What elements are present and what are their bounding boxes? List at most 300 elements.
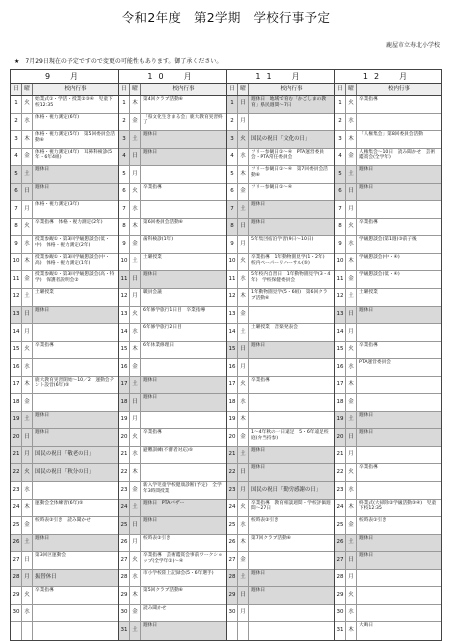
- schedule-row: [119, 394, 226, 412]
- day-number: 26: [227, 535, 238, 552]
- schedule-row: [119, 201, 226, 219]
- day-number: 17: [119, 377, 130, 394]
- weekday-label: 木: [346, 622, 357, 640]
- weekday-label: 木: [130, 96, 141, 113]
- day-number: 12: [335, 289, 346, 306]
- weekday-label: 土: [22, 166, 33, 183]
- weekday-label: 水: [346, 359, 357, 376]
- column-header-event: 校内行事: [172, 86, 195, 92]
- day-number: 19: [335, 412, 346, 429]
- weekday-label: 金: [130, 359, 141, 376]
- schedule-row: [11, 552, 118, 570]
- weekday-label: 月: [130, 166, 141, 183]
- schedule-row: [335, 377, 441, 395]
- event-text: 人権集会～10日 読み聞かせ 芸術鑑賞会(全学年): [359, 149, 436, 161]
- weekday-label: 土: [130, 500, 141, 517]
- weekday-label: 土: [22, 412, 33, 429]
- day-number: 24: [119, 500, 130, 517]
- weekday-label: 水: [22, 114, 33, 131]
- event-text: 卒業指導: [35, 588, 54, 594]
- schedule-row: [227, 342, 334, 360]
- day-number: 14: [227, 324, 238, 341]
- schedule-row: [11, 289, 118, 307]
- event-text: 市小学校陸上記録会(5・6年選手): [143, 570, 214, 576]
- weekday-label: 土: [238, 570, 249, 587]
- schedule-row: [335, 131, 441, 149]
- event-text: 週休日: [143, 623, 158, 629]
- weekday-label: 木: [130, 464, 141, 481]
- weekday-label: 金: [22, 517, 33, 534]
- event-text: 卒業指導: [359, 342, 378, 348]
- schedule-row: [335, 587, 441, 605]
- day-number: 24: [227, 500, 238, 517]
- event-text: [33, 324, 118, 341]
- schedule-row: [119, 184, 226, 202]
- weekday-label: 月: [238, 114, 249, 131]
- schedule-row: [11, 114, 118, 132]
- event-text: [141, 359, 226, 376]
- weekday-label: 水: [130, 570, 141, 587]
- weekday-label: 日: [238, 219, 249, 236]
- weekday-label: [22, 622, 33, 640]
- day-number: 24: [335, 500, 346, 517]
- event-text: 卒業指導 芸術鑑賞会事前ワークショップ(全学年①)～④: [143, 553, 223, 564]
- weekday-label: 火: [346, 342, 357, 359]
- day-number: 2: [11, 114, 22, 131]
- day-number: 1: [11, 96, 22, 113]
- schedule-row: [227, 394, 334, 412]
- day-number: 5: [119, 166, 130, 183]
- event-text: 体格・視力測定(5年) 第5回委員会活動⑥: [35, 132, 115, 143]
- schedule-row: [227, 570, 334, 588]
- event-text: 週休日: [35, 167, 50, 173]
- weekday-label: 月: [130, 289, 141, 306]
- schedule-row: [11, 517, 118, 535]
- event-text: [249, 359, 334, 376]
- schedule-row: [335, 254, 441, 272]
- column-header-row: [227, 84, 334, 96]
- event-text: 校時表②引き: [143, 535, 171, 541]
- day-number: 13: [227, 307, 238, 324]
- weekday-label: 日: [238, 464, 249, 481]
- day-number: [11, 622, 22, 640]
- event-text: 校時表②引き 読み聞かせ: [35, 518, 91, 524]
- day-number: 22: [119, 464, 130, 481]
- day-number: 6: [119, 184, 130, 201]
- day-number: 9: [11, 236, 22, 253]
- event-text: 歯科検診(1年): [143, 237, 174, 243]
- day-number: 29: [119, 587, 130, 604]
- schedule-row: [11, 570, 118, 588]
- column-header-day: 日: [335, 84, 346, 95]
- weekday-label: 火: [238, 500, 249, 517]
- event-text: 土曜授業 音楽発表会: [251, 325, 298, 331]
- schedule-row: [335, 482, 441, 500]
- schedule-row: [11, 605, 118, 623]
- day-number: 10: [11, 254, 22, 271]
- event-text: 週休日 地域で育む「かごしまの教育」県民週間～7日: [251, 97, 327, 108]
- day-number: 30: [11, 605, 22, 622]
- weekday-label: 水: [22, 605, 33, 622]
- weekday-label: 日: [346, 184, 357, 201]
- day-number: 2: [227, 114, 238, 131]
- day-number: 7: [11, 201, 22, 218]
- day-number: 25: [227, 517, 238, 534]
- day-number: 27: [119, 552, 130, 569]
- event-text: 卒業指導: [251, 377, 270, 383]
- weekday-label: 金: [346, 517, 357, 534]
- weekday-label: 火: [22, 342, 33, 359]
- weekday-label: 土: [130, 377, 141, 394]
- weekday-label: 金: [130, 605, 141, 622]
- weekday-label: 土: [22, 535, 33, 552]
- day-number: 18: [227, 394, 238, 411]
- event-text: 週休日: [143, 395, 158, 401]
- event-text: [141, 166, 226, 183]
- day-number: 26: [119, 535, 130, 552]
- schedule-row: [119, 552, 226, 570]
- event-text: フリー参観日①～④: [251, 184, 293, 190]
- schedule-row: [335, 500, 441, 518]
- weekday-label: [238, 622, 249, 640]
- event-text: [357, 201, 441, 218]
- weekday-label: 金: [22, 149, 33, 166]
- schedule-row: [227, 131, 334, 149]
- event-text: 週休日: [143, 132, 158, 138]
- day-number: 2: [119, 114, 130, 131]
- day-number: 25: [335, 517, 346, 534]
- schedule-row: [11, 236, 118, 254]
- day-number: 8: [227, 219, 238, 236]
- event-text: 大晦日: [359, 623, 374, 629]
- event-text: 国民の祝日「文化の日」: [251, 135, 311, 142]
- event-text: 週休日: [35, 535, 50, 541]
- event-text: 体格・視力測定(3年): [35, 202, 80, 208]
- weekday-label: 火: [130, 307, 141, 324]
- weekday-label: 月: [22, 570, 33, 587]
- weekday-label: 月: [238, 359, 249, 376]
- day-number: 26: [335, 535, 346, 552]
- schedule-row: [335, 307, 441, 325]
- weekday-label: 火: [130, 429, 141, 446]
- schedule-row: [227, 254, 334, 272]
- day-number: 15: [11, 342, 22, 359]
- weekday-label: 水: [130, 201, 141, 218]
- weekday-label: 金: [238, 184, 249, 201]
- notice-text: ★ 7月29日現在の予定ですので変更の可能性もあります。御了承ください。: [14, 58, 223, 65]
- weekday-label: 水: [130, 324, 141, 341]
- event-text: [33, 394, 118, 411]
- weekday-label: 木: [238, 166, 249, 183]
- schedule-row: [335, 535, 441, 553]
- day-number: 22: [11, 464, 22, 481]
- schedule-row: [335, 236, 441, 254]
- event-text: フリー参観日①～④ PTA運営委員会・PTA常任委員会: [251, 149, 324, 161]
- day-number: 9: [227, 236, 238, 253]
- weekday-label: 日: [22, 429, 33, 446]
- schedule-row: [119, 149, 226, 167]
- weekday-label: 木: [238, 535, 249, 552]
- event-text: [33, 622, 118, 640]
- event-text: [357, 377, 441, 394]
- event-text: [141, 201, 226, 218]
- day-number: 28: [11, 570, 22, 587]
- schedule-row: [119, 447, 226, 465]
- day-number: 19: [119, 412, 130, 429]
- day-number: 27: [335, 552, 346, 569]
- event-text: PTA運営委員会: [359, 360, 391, 366]
- schedule-row: [227, 429, 334, 447]
- weekday-label: 火: [346, 219, 357, 236]
- day-number: 7: [119, 201, 130, 218]
- event-text: 土曜授業: [359, 290, 378, 296]
- event-text: 週休日: [251, 465, 266, 471]
- day-number: 6: [11, 184, 22, 201]
- day-number: 5: [227, 166, 238, 183]
- column-header-weekday: 曜: [22, 84, 33, 95]
- weekday-label: 木: [130, 342, 141, 359]
- day-number: 11: [11, 271, 22, 288]
- day-number: 15: [119, 342, 130, 359]
- weekday-label: 木: [346, 254, 357, 271]
- event-text: [357, 587, 441, 604]
- event-text: 振替休日: [35, 574, 57, 581]
- schedule-row: [11, 131, 118, 149]
- weekday-label: 金: [238, 552, 249, 569]
- schedule-row: [11, 342, 118, 360]
- day-number: 16: [227, 359, 238, 376]
- schedule-row: [227, 307, 334, 325]
- event-text: 1～4年秋の一日遠足 5・6年遠足校庭(弁当持参): [251, 430, 329, 441]
- schedule-row: [335, 412, 441, 430]
- schedule-row: [227, 447, 334, 465]
- schedule-row: [119, 517, 226, 535]
- day-number: 7: [227, 201, 238, 218]
- weekday-label: 金: [238, 307, 249, 324]
- schedule-row: [227, 201, 334, 219]
- weekday-label: 火: [346, 464, 357, 481]
- day-number: 14: [11, 324, 22, 341]
- schedule-row: [119, 324, 226, 342]
- day-number: 29: [335, 587, 346, 604]
- day-number: 13: [11, 307, 22, 324]
- event-text: 授業参観①・第3回学級懇談会(高・特学) 保護者説明会②: [35, 272, 115, 284]
- weekday-label: 日: [346, 552, 357, 569]
- weekday-label: 火: [130, 184, 141, 201]
- day-number: 6: [335, 184, 346, 201]
- day-number: 11: [119, 271, 130, 288]
- schedule-row: [11, 307, 118, 325]
- schedule-row: [227, 500, 334, 518]
- column-header-day: 日: [119, 84, 130, 95]
- schedule-row: [119, 500, 226, 518]
- schedule-row: [227, 605, 334, 623]
- schedule-row: [119, 342, 226, 360]
- schedule-row: [335, 184, 441, 202]
- schedule-row: [227, 359, 334, 377]
- schedule-row: [227, 482, 334, 500]
- weekday-label: 月: [238, 236, 249, 253]
- weekday-label: 日: [238, 96, 249, 113]
- day-number: 27: [227, 552, 238, 569]
- weekday-label: 木: [346, 131, 357, 148]
- event-text: [357, 394, 441, 411]
- weekday-label: 月: [130, 412, 141, 429]
- weekday-label: 水: [346, 114, 357, 131]
- weekday-label: 日: [130, 517, 141, 534]
- day-number: 14: [119, 324, 130, 341]
- event-text: 週休日: [143, 149, 158, 155]
- schedule-row: [119, 131, 226, 149]
- schedule-row: [227, 219, 334, 237]
- event-text: 避難訓練(不審者対応)⑤: [143, 447, 194, 453]
- day-number: 3: [335, 131, 346, 148]
- weekday-label: 火: [22, 464, 33, 481]
- event-text: 第6回委員会活動⑥: [143, 219, 183, 225]
- schedule-row: [11, 535, 118, 553]
- weekday-label: 火: [238, 377, 249, 394]
- weekday-label: 金: [346, 149, 357, 166]
- schedule-row: [335, 96, 441, 114]
- weekday-label: 日: [238, 342, 249, 359]
- school-name: 鹿屋市立寿北小学校: [385, 42, 440, 49]
- day-number: 1: [227, 96, 238, 113]
- day-number: 3: [11, 131, 22, 148]
- event-text: 第4回クラブ活動⑥: [143, 97, 183, 102]
- schedule-row: [11, 166, 118, 184]
- day-number: 23: [11, 482, 22, 499]
- weekday-label: 日: [22, 184, 33, 201]
- event-text: 週休日: [143, 377, 158, 383]
- day-number: 17: [227, 377, 238, 394]
- weekday-label: 土: [22, 289, 33, 306]
- schedule-row: [119, 166, 226, 184]
- weekday-label: 日: [238, 587, 249, 604]
- event-text: 第5回クラブ活動⑥: [143, 588, 183, 594]
- day-number: 21: [11, 447, 22, 464]
- day-number: 17: [11, 377, 22, 394]
- day-number: 28: [227, 570, 238, 587]
- event-text: [357, 570, 441, 587]
- schedule-row: [119, 482, 226, 500]
- month-header: 12 月: [335, 70, 441, 84]
- weekday-label: 月: [22, 324, 33, 341]
- weekday-label: 土: [130, 131, 141, 148]
- event-text: 新入学児童学校健康診断(予定) 全学年3時間授業: [143, 483, 222, 494]
- day-number: 13: [119, 307, 130, 324]
- day-number: 16: [11, 359, 22, 376]
- schedule-row: [227, 464, 334, 482]
- weekday-label: 水: [346, 482, 357, 499]
- event-text: 6年休業修理日: [143, 342, 175, 348]
- event-text: 卒業指導: [359, 219, 378, 225]
- day-number: 22: [335, 464, 346, 481]
- event-text: 授業参観①・第3回学級懇談会(低・中) 体格・視力測定(2年): [35, 237, 110, 248]
- event-text: 卒業指導 1年動物園見学(1・2年) 校内ペーパーリハーサル(⑤): [251, 254, 330, 266]
- schedule-row: [119, 429, 226, 447]
- day-number: 31: [335, 622, 346, 640]
- event-text: 卒業指導: [143, 430, 162, 436]
- event-text: 職員会議: [143, 290, 162, 296]
- day-number: 8: [335, 219, 346, 236]
- day-number: 21: [119, 447, 130, 464]
- event-text: 「人権集会」第8回委員会活動: [359, 132, 423, 138]
- day-number: 21: [227, 447, 238, 464]
- weekday-label: 日: [130, 394, 141, 411]
- weekday-label: 金: [130, 482, 141, 499]
- weekday-label: 木: [346, 377, 357, 394]
- weekday-label: 月: [238, 482, 249, 499]
- schedule-row: [335, 447, 441, 465]
- schedule-row: [119, 254, 226, 272]
- event-text: フリー参観日①～④ 第7回委員会活動⑥: [251, 167, 328, 178]
- event-text: 鹿大教育実習開始～10／2 運動会テント設営(6年)⑤: [35, 377, 115, 389]
- event-text: 週休日: [359, 553, 374, 559]
- event-text: 週休日: [251, 342, 266, 348]
- schedule-row: [335, 219, 441, 237]
- day-number: 12: [119, 289, 130, 306]
- event-text: 週休日: [359, 535, 374, 541]
- schedule-row: [119, 96, 226, 114]
- weekday-label: 水: [346, 605, 357, 622]
- event-text: 国民の祝日「敬老の日」: [35, 451, 95, 458]
- day-number: 8: [119, 219, 130, 236]
- day-number: 21: [335, 447, 346, 464]
- schedule-row: [227, 271, 334, 289]
- event-text: 第7回クラブ活動⑥: [251, 535, 291, 541]
- event-text: 読み聞かせ: [143, 605, 167, 611]
- day-number: 5: [335, 166, 346, 183]
- schedule-row: [227, 377, 334, 395]
- day-number: 29: [11, 587, 22, 604]
- schedule-row: [335, 342, 441, 360]
- weekday-label: 水: [238, 149, 249, 166]
- weekday-label: 水: [22, 236, 33, 253]
- day-number: 23: [335, 482, 346, 499]
- weekday-label: 火: [346, 96, 357, 113]
- schedule-row: [11, 149, 118, 167]
- day-number: 30: [335, 605, 346, 622]
- event-text: 週休日: [35, 307, 50, 313]
- page-title: 令和2年度 第2学期 学校行事予定: [121, 10, 331, 25]
- day-number: 12: [227, 289, 238, 306]
- day-number: 24: [11, 500, 22, 517]
- schedule-row: [11, 201, 118, 219]
- weekday-label: 水: [346, 236, 357, 253]
- schedule-row: [11, 622, 118, 640]
- weekday-label: 水: [238, 394, 249, 411]
- event-text: 土曜授業: [143, 254, 162, 260]
- weekday-label: 火: [238, 131, 249, 148]
- event-text: [33, 482, 118, 499]
- month-header: 11 月: [227, 70, 334, 84]
- schedule-row: [335, 271, 441, 289]
- schedule-row: [11, 482, 118, 500]
- event-text: 週休日: [251, 447, 266, 453]
- day-number: 19: [11, 412, 22, 429]
- day-number: 28: [335, 570, 346, 587]
- event-text: 週休日: [359, 412, 374, 418]
- schedule-row: [227, 552, 334, 570]
- event-text: 校時表①引き: [359, 518, 387, 524]
- schedule-row: [335, 622, 441, 640]
- weekday-label: 日: [130, 271, 141, 288]
- column-header-day: 日: [227, 84, 238, 95]
- event-text: [249, 552, 334, 569]
- event-text: 週休日: [143, 272, 158, 278]
- event-text: [249, 412, 334, 429]
- weekday-label: 土: [238, 201, 249, 218]
